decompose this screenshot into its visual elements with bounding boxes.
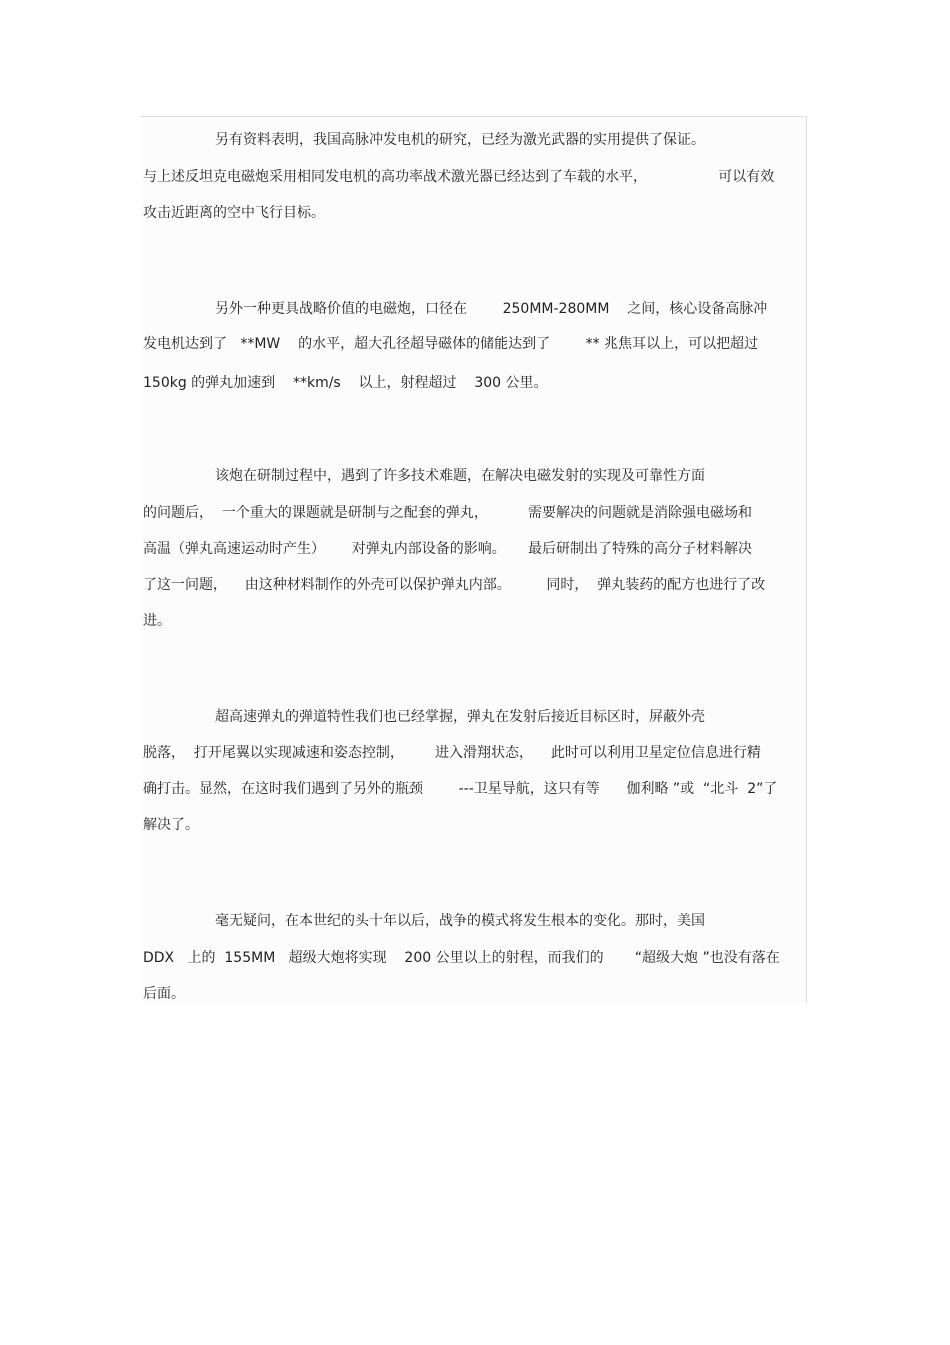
page-frame — [141, 116, 807, 1003]
paragraph-3-line-5: 进。 — [143, 613, 171, 629]
paragraph-4-line-3: 确打击。显然，在这时我们遇到了另外的瓶颈 ---卫星导航，这只有等 伽利略 ”或 “北斗 2”了 — [143, 781, 778, 797]
paragraph-5-line-2: DDX 上的 155MM 超级大炮将实现 200 公里以上的射程，而我们的 “超级大炮 ”也没有落在 — [143, 950, 780, 966]
paragraph-2-line-3: 150kg 的弹丸加速到 **km/s 以上，射程超过 300 公里。 — [143, 375, 548, 391]
paragraph-1-line-3: 攻击近距离的空中飞行目标。 — [143, 205, 325, 221]
paragraph-3-line-3: 高温（弹丸高速运动时产生） 对弹丸内部设备的影响。 最后研制出了特殊的高分子材料解决 — [143, 541, 752, 557]
paragraph-3-line-1: 该炮在研制过程中，遇到了许多技术难题，在解决电磁发射的实现及可靠性方面 — [215, 468, 705, 484]
paragraph-4-line-4: 解决了。 — [143, 817, 199, 833]
paragraph-3-line-2: 的问题后， 一个重大的课题就是研制与之配套的弹丸， 需要解决的问题就是消除强电磁场和 — [143, 505, 752, 521]
paragraph-5-line-1: 毫无疑问，在本世纪的头十年以后，战争的模式将发生根本的变化。那时，美国 — [215, 913, 705, 929]
paragraph-1-line-1: 另有资料表明，我国高脉冲发电机的研究，已经为激光武器的实用提供了保证。 — [215, 132, 705, 148]
paragraph-1-line-2: 与上述反坦克电磁炮采用相同发电机的高功率战术激光器已经达到了车载的水平， 可以有效 — [143, 169, 775, 185]
paragraph-4-line-1: 超高速弹丸的弹道特性我们也已经掌握，弹丸在发射后接近目标区时，屏蔽外壳 — [215, 709, 705, 725]
paragraph-2-line-1: 另外一种更具战略价值的电磁炮，口径在 250MM-280MM 之间，核心设备高脉冲 — [215, 301, 768, 317]
paragraph-4-line-2: 脱落， 打开尾翼以实现减速和姿态控制， 进入滑翔状态， 此时可以利用卫星定位信息进行精 — [143, 745, 761, 761]
paragraph-3-line-4: 了这一问题， 由这种材料制作的外壳可以保护弹丸内部。 同时， 弹丸装药的配方也进行了改 — [143, 577, 766, 593]
paragraph-2-line-2: 发电机达到了 **MW 的水平，超大孔径超导磁体的储能达到了 ** 兆焦耳以上，可以把超过 — [143, 336, 759, 352]
paragraph-5-line-3: 后面。 — [143, 986, 185, 1002]
